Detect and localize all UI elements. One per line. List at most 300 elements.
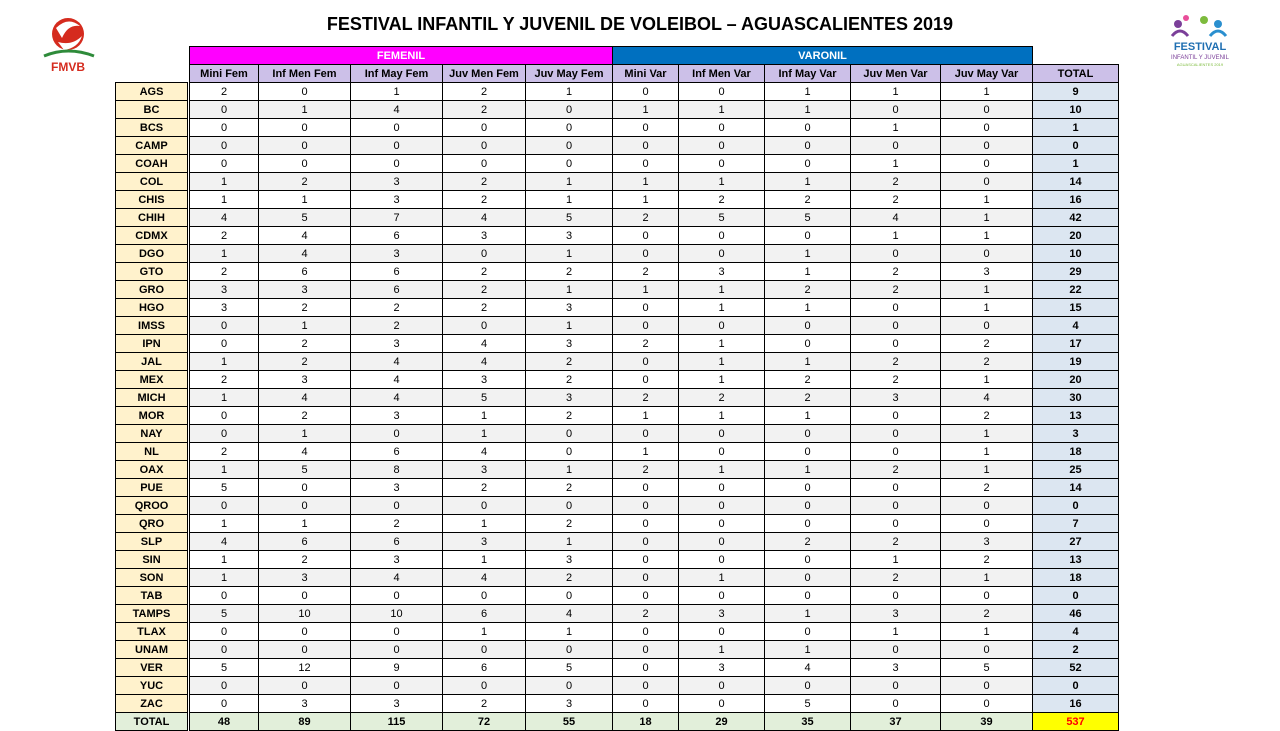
count-cell: 4 <box>190 209 259 227</box>
count-cell: 0 <box>765 425 851 443</box>
state-cell: IPN <box>116 335 188 353</box>
count-cell: 1 <box>613 101 679 119</box>
count-cell: 5 <box>526 659 613 677</box>
table-row <box>116 659 1119 677</box>
table-row <box>116 245 1119 263</box>
count-cell: 1 <box>851 551 941 569</box>
festival-logo-subtitle: INFANTIL Y JUVENIL <box>1171 55 1229 61</box>
count-cell: 2 <box>443 191 526 209</box>
count-cell: 3 <box>443 461 526 479</box>
count-cell: 3 <box>190 281 259 299</box>
row-total-cell: 3 <box>1033 425 1119 443</box>
count-cell: 0 <box>443 677 526 695</box>
count-cell: 1 <box>443 407 526 425</box>
column-total-cell: 72 <box>443 713 526 731</box>
count-cell: 1 <box>613 173 679 191</box>
count-cell: 1 <box>526 83 613 101</box>
row-total-cell: 9 <box>1033 83 1119 101</box>
count-cell: 12 <box>259 659 351 677</box>
table-row <box>116 695 1119 713</box>
count-cell: 1 <box>679 299 765 317</box>
row-total-cell: 13 <box>1033 551 1119 569</box>
count-cell: 0 <box>613 371 679 389</box>
count-cell: 0 <box>679 497 765 515</box>
count-cell: 7 <box>351 209 443 227</box>
state-cell: IMSS <box>116 317 188 335</box>
count-cell: 0 <box>613 83 679 101</box>
count-cell: 0 <box>613 119 679 137</box>
count-cell: 0 <box>443 245 526 263</box>
state-cell: NAY <box>116 425 188 443</box>
count-cell: 0 <box>259 623 351 641</box>
count-cell: 0 <box>526 137 613 155</box>
count-cell: 0 <box>679 515 765 533</box>
count-cell: 0 <box>679 155 765 173</box>
count-cell: 0 <box>613 533 679 551</box>
row-total-cell: 1 <box>1033 155 1119 173</box>
table-row <box>116 173 1119 191</box>
row-total-cell: 0 <box>1033 497 1119 515</box>
count-cell: 1 <box>765 173 851 191</box>
count-cell: 0 <box>259 497 351 515</box>
count-cell: 2 <box>851 461 941 479</box>
count-cell: 2 <box>613 335 679 353</box>
count-cell: 0 <box>259 137 351 155</box>
count-cell: 1 <box>765 605 851 623</box>
count-cell: 4 <box>443 335 526 353</box>
count-cell: 6 <box>351 263 443 281</box>
table-row <box>116 623 1119 641</box>
count-cell: 0 <box>941 245 1033 263</box>
count-cell: 0 <box>613 479 679 497</box>
count-cell: 1 <box>526 317 613 335</box>
count-cell: 1 <box>941 443 1033 461</box>
count-cell: 0 <box>613 587 679 605</box>
count-cell: 3 <box>526 695 613 713</box>
state-cell: TAMPS <box>116 605 188 623</box>
count-cell: 0 <box>526 101 613 119</box>
count-cell: 0 <box>443 641 526 659</box>
column-total-cell: 55 <box>526 713 613 731</box>
count-cell: 0 <box>613 299 679 317</box>
column-header-total: TOTAL <box>1033 65 1119 83</box>
count-cell: 2 <box>259 407 351 425</box>
count-cell: 0 <box>613 551 679 569</box>
table-row <box>116 263 1119 281</box>
count-cell: 0 <box>526 119 613 137</box>
count-cell: 2 <box>443 173 526 191</box>
count-cell: 3 <box>679 659 765 677</box>
count-cell: 0 <box>941 641 1033 659</box>
count-cell: 0 <box>190 623 259 641</box>
count-cell: 1 <box>526 533 613 551</box>
row-total-cell: 0 <box>1033 677 1119 695</box>
count-cell: 1 <box>259 191 351 209</box>
count-cell: 3 <box>526 227 613 245</box>
count-cell: 2 <box>526 263 613 281</box>
count-cell: 2 <box>765 533 851 551</box>
count-cell: 3 <box>351 245 443 263</box>
column-total-cell: 29 <box>679 713 765 731</box>
count-cell: 2 <box>443 101 526 119</box>
count-cell: 0 <box>351 497 443 515</box>
count-cell: 0 <box>679 137 765 155</box>
count-cell: 1 <box>259 317 351 335</box>
table-row <box>116 641 1119 659</box>
state-cell: SON <box>116 569 188 587</box>
table-row <box>116 83 1119 101</box>
count-cell: 6 <box>351 533 443 551</box>
count-cell: 0 <box>259 83 351 101</box>
count-cell: 4 <box>443 443 526 461</box>
column-header: Mini Fem <box>190 65 259 83</box>
count-cell: 8 <box>351 461 443 479</box>
grand-total-cell: 537 <box>1033 713 1119 731</box>
column-total-cell: 39 <box>941 713 1033 731</box>
count-cell: 3 <box>351 695 443 713</box>
state-cell: AGS <box>116 83 188 101</box>
table-row <box>116 101 1119 119</box>
count-cell: 0 <box>259 641 351 659</box>
table-row <box>116 191 1119 209</box>
row-total-cell: 42 <box>1033 209 1119 227</box>
count-cell: 0 <box>765 677 851 695</box>
count-cell: 3 <box>443 371 526 389</box>
count-cell: 0 <box>351 137 443 155</box>
count-cell: 0 <box>443 137 526 155</box>
column-total-cell: 37 <box>851 713 941 731</box>
count-cell: 6 <box>259 533 351 551</box>
count-cell: 1 <box>443 425 526 443</box>
count-cell: 2 <box>851 173 941 191</box>
count-cell: 1 <box>941 83 1033 101</box>
count-cell: 4 <box>765 659 851 677</box>
count-cell: 2 <box>851 191 941 209</box>
count-cell: 0 <box>851 497 941 515</box>
table-row <box>116 551 1119 569</box>
row-total-cell: 29 <box>1033 263 1119 281</box>
count-cell: 2 <box>765 191 851 209</box>
count-cell: 0 <box>941 587 1033 605</box>
count-cell: 1 <box>526 281 613 299</box>
count-cell: 0 <box>613 425 679 443</box>
column-header: Mini Var <box>613 65 679 83</box>
count-cell: 0 <box>851 443 941 461</box>
count-cell: 2 <box>613 209 679 227</box>
count-cell: 1 <box>851 623 941 641</box>
count-cell: 1 <box>526 461 613 479</box>
count-cell: 0 <box>259 119 351 137</box>
count-cell: 0 <box>443 497 526 515</box>
table-row <box>116 497 1119 515</box>
count-cell: 0 <box>851 335 941 353</box>
row-total-cell: 0 <box>1033 137 1119 155</box>
state-cell: UNAM <box>116 641 188 659</box>
count-cell: 2 <box>679 389 765 407</box>
count-cell: 1 <box>851 155 941 173</box>
column-header: Inf Men Fem <box>259 65 351 83</box>
count-cell: 1 <box>190 389 259 407</box>
count-cell: 0 <box>851 479 941 497</box>
count-cell: 0 <box>679 479 765 497</box>
count-cell: 1 <box>679 101 765 119</box>
count-cell: 6 <box>351 281 443 299</box>
festival-logo-title: FESTIVAL <box>1173 41 1227 53</box>
count-cell: 1 <box>941 623 1033 641</box>
count-cell: 0 <box>351 587 443 605</box>
count-cell: 4 <box>259 443 351 461</box>
count-cell: 1 <box>526 245 613 263</box>
count-cell: 0 <box>443 587 526 605</box>
table-row <box>116 425 1119 443</box>
row-total-cell: 16 <box>1033 695 1119 713</box>
table-row <box>116 137 1119 155</box>
count-cell: 3 <box>351 551 443 569</box>
count-cell: 5 <box>941 659 1033 677</box>
count-cell: 3 <box>259 569 351 587</box>
count-cell: 1 <box>443 551 526 569</box>
count-cell: 0 <box>941 173 1033 191</box>
count-cell: 5 <box>190 479 259 497</box>
count-cell: 1 <box>613 281 679 299</box>
count-cell: 2 <box>190 83 259 101</box>
count-cell: 0 <box>443 155 526 173</box>
count-cell: 4 <box>526 605 613 623</box>
count-cell: 0 <box>851 101 941 119</box>
count-cell: 0 <box>190 335 259 353</box>
count-cell: 10 <box>351 605 443 623</box>
count-cell: 2 <box>613 605 679 623</box>
count-cell: 1 <box>679 173 765 191</box>
count-cell: 6 <box>351 227 443 245</box>
count-cell: 0 <box>526 677 613 695</box>
table-row <box>116 281 1119 299</box>
count-cell: 2 <box>351 515 443 533</box>
table-row <box>116 227 1119 245</box>
count-cell: 4 <box>443 209 526 227</box>
row-total-cell: 16 <box>1033 191 1119 209</box>
state-cell: HGO <box>116 299 188 317</box>
count-cell: 2 <box>443 479 526 497</box>
count-cell: 0 <box>613 659 679 677</box>
count-cell: 0 <box>613 641 679 659</box>
totals-row <box>116 713 1119 731</box>
count-cell: 2 <box>443 83 526 101</box>
count-cell: 2 <box>443 263 526 281</box>
count-cell: 0 <box>613 677 679 695</box>
count-cell: 3 <box>526 551 613 569</box>
count-cell: 0 <box>679 623 765 641</box>
count-cell: 1 <box>679 335 765 353</box>
row-total-cell: 25 <box>1033 461 1119 479</box>
state-cell: BC <box>116 101 188 119</box>
count-cell: 1 <box>941 281 1033 299</box>
count-cell: 0 <box>679 83 765 101</box>
state-cell: BCS <box>116 119 188 137</box>
count-cell: 1 <box>679 281 765 299</box>
count-cell: 1 <box>679 461 765 479</box>
count-cell: 4 <box>941 389 1033 407</box>
count-cell: 2 <box>526 479 613 497</box>
count-cell: 0 <box>613 623 679 641</box>
count-cell: 0 <box>941 515 1033 533</box>
row-total-cell: 15 <box>1033 299 1119 317</box>
count-cell: 0 <box>526 155 613 173</box>
count-cell: 2 <box>765 389 851 407</box>
count-cell: 0 <box>190 407 259 425</box>
count-cell: 0 <box>679 119 765 137</box>
count-cell: 3 <box>259 281 351 299</box>
count-cell: 0 <box>941 101 1033 119</box>
count-cell: 1 <box>765 83 851 101</box>
count-cell: 4 <box>351 371 443 389</box>
row-total-cell: 18 <box>1033 443 1119 461</box>
row-total-cell: 30 <box>1033 389 1119 407</box>
count-cell: 0 <box>526 587 613 605</box>
state-cell: GRO <box>116 281 188 299</box>
count-cell: 5 <box>259 461 351 479</box>
count-cell: 6 <box>443 605 526 623</box>
state-cell: COAH <box>116 155 188 173</box>
row-total-cell: 13 <box>1033 407 1119 425</box>
count-cell: 3 <box>526 335 613 353</box>
count-cell: 0 <box>613 227 679 245</box>
count-cell: 5 <box>679 209 765 227</box>
count-cell: 3 <box>679 263 765 281</box>
state-cell: JAL <box>116 353 188 371</box>
state-cell: VER <box>116 659 188 677</box>
count-cell: 3 <box>941 263 1033 281</box>
count-cell: 3 <box>351 173 443 191</box>
count-cell: 2 <box>526 407 613 425</box>
count-cell: 0 <box>679 695 765 713</box>
count-cell: 3 <box>526 389 613 407</box>
count-cell: 6 <box>443 659 526 677</box>
count-cell: 2 <box>765 371 851 389</box>
count-cell: 3 <box>679 605 765 623</box>
count-cell: 0 <box>765 497 851 515</box>
count-cell: 0 <box>765 335 851 353</box>
count-cell: 2 <box>765 281 851 299</box>
count-cell: 2 <box>190 227 259 245</box>
count-cell: 3 <box>941 533 1033 551</box>
count-cell: 0 <box>765 569 851 587</box>
count-cell: 4 <box>351 101 443 119</box>
count-cell: 3 <box>851 605 941 623</box>
count-cell: 2 <box>851 281 941 299</box>
count-cell: 0 <box>190 677 259 695</box>
column-total-cell: 18 <box>613 713 679 731</box>
count-cell: 1 <box>851 83 941 101</box>
count-cell: 3 <box>851 659 941 677</box>
count-cell: 0 <box>941 137 1033 155</box>
count-cell: 5 <box>526 209 613 227</box>
count-cell: 4 <box>443 569 526 587</box>
count-cell: 0 <box>613 353 679 371</box>
count-cell: 1 <box>765 641 851 659</box>
count-cell: 2 <box>259 299 351 317</box>
count-cell: 3 <box>351 191 443 209</box>
count-cell: 10 <box>259 605 351 623</box>
count-cell: 2 <box>941 353 1033 371</box>
count-cell: 4 <box>259 245 351 263</box>
count-cell: 0 <box>679 425 765 443</box>
count-cell: 2 <box>351 299 443 317</box>
table-row <box>116 119 1119 137</box>
count-cell: 4 <box>259 227 351 245</box>
festival-logo <box>1160 10 1240 70</box>
count-cell: 0 <box>443 119 526 137</box>
column-header: Juv Men Fem <box>443 65 526 83</box>
count-cell: 1 <box>526 623 613 641</box>
count-cell: 1 <box>765 245 851 263</box>
count-cell: 2 <box>259 353 351 371</box>
count-cell: 0 <box>941 119 1033 137</box>
state-cell: CDMX <box>116 227 188 245</box>
table-row <box>116 299 1119 317</box>
state-cell: ZAC <box>116 695 188 713</box>
count-cell: 1 <box>190 461 259 479</box>
count-cell: 2 <box>526 353 613 371</box>
count-cell: 2 <box>443 281 526 299</box>
count-cell: 0 <box>679 443 765 461</box>
row-total-cell: 20 <box>1033 227 1119 245</box>
table-row <box>116 515 1119 533</box>
group-header-varonil: VARONIL <box>613 47 1033 65</box>
count-cell: 0 <box>613 245 679 263</box>
count-cell: 1 <box>190 515 259 533</box>
count-cell: 0 <box>351 119 443 137</box>
count-cell: 1 <box>851 119 941 137</box>
count-cell: 0 <box>351 623 443 641</box>
count-cell: 0 <box>851 407 941 425</box>
count-cell: 0 <box>765 137 851 155</box>
count-cell: 1 <box>526 191 613 209</box>
count-cell: 2 <box>526 515 613 533</box>
count-cell: 2 <box>613 389 679 407</box>
count-cell: 0 <box>765 119 851 137</box>
table-row <box>116 389 1119 407</box>
count-cell: 3 <box>443 227 526 245</box>
count-cell: 5 <box>259 209 351 227</box>
count-cell: 0 <box>259 677 351 695</box>
count-cell: 4 <box>351 569 443 587</box>
registration-table <box>115 46 1119 731</box>
count-cell: 1 <box>679 407 765 425</box>
count-cell: 1 <box>190 569 259 587</box>
count-cell: 0 <box>190 695 259 713</box>
state-cell: SLP <box>116 533 188 551</box>
count-cell: 0 <box>526 641 613 659</box>
count-cell: 2 <box>941 605 1033 623</box>
count-cell: 1 <box>190 245 259 263</box>
row-total-cell: 7 <box>1033 515 1119 533</box>
count-cell: 1 <box>259 425 351 443</box>
count-cell: 2 <box>941 407 1033 425</box>
count-cell: 1 <box>765 299 851 317</box>
table-row <box>116 371 1119 389</box>
count-cell: 1 <box>941 371 1033 389</box>
row-total-cell: 22 <box>1033 281 1119 299</box>
count-cell: 0 <box>851 425 941 443</box>
count-cell: 1 <box>941 209 1033 227</box>
count-cell: 2 <box>941 335 1033 353</box>
count-cell: 3 <box>259 695 351 713</box>
state-cell: COL <box>116 173 188 191</box>
count-cell: 0 <box>526 497 613 515</box>
row-total-cell: 2 <box>1033 641 1119 659</box>
column-header: Juv May Var <box>941 65 1033 83</box>
